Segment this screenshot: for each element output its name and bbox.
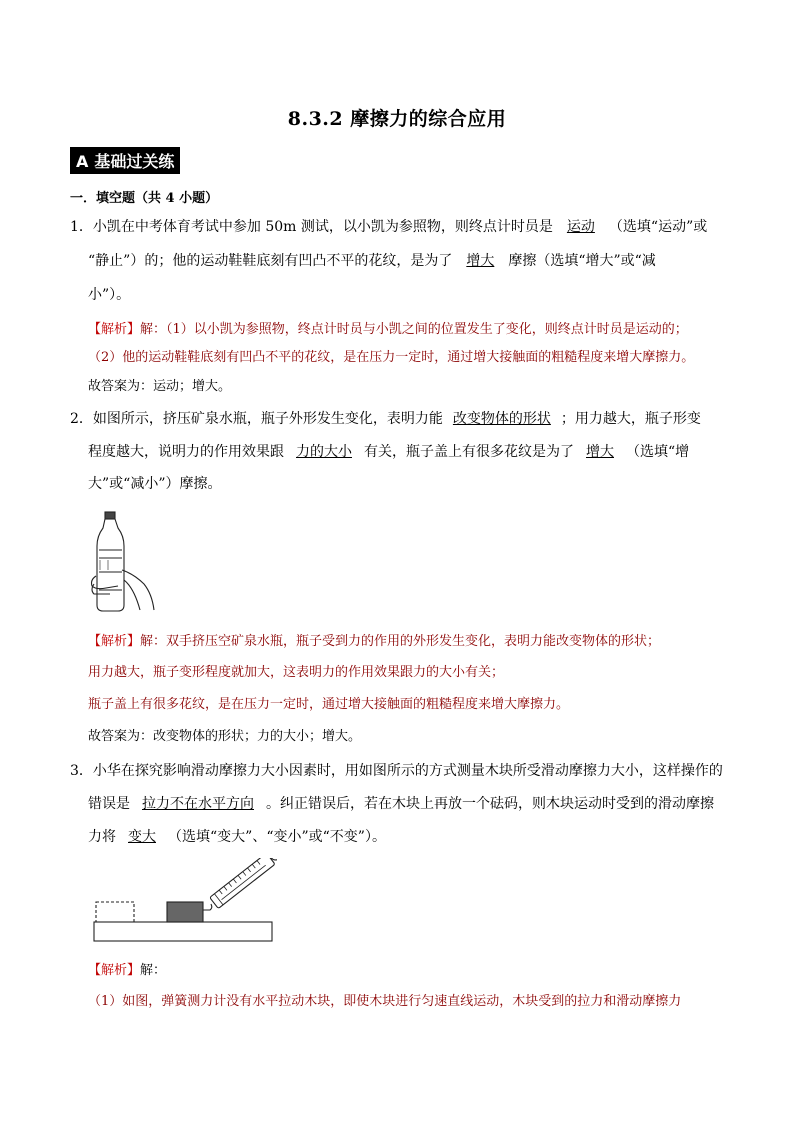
page-title: 8.3.2 摩擦力的综合应用: [287, 108, 507, 130]
q2-answer-1: 改变物体的形状: [452, 411, 551, 427]
q2-line-3: 大”或“减小”）摩擦。: [88, 476, 222, 492]
q3-line-3: 力将 变大 （选填“变大”、“变小”或“不变”）。: [88, 829, 386, 845]
q1-line-1: 1．小凯在中考体育考试中参加 50m 测试，以小凯为参照物，则终点计时员是 运动 （选填“运动”或: [70, 219, 708, 235]
q3-analysis-1: （1）如图，弹簧测力计没有水平拉动木块，即使木块进行匀速直线运动，木块受到的拉力和滑动摩擦力: [88, 994, 682, 1009]
q3-answer-1: 拉力不在水平方向: [142, 796, 254, 812]
analysis-tag: 【解析】: [88, 963, 141, 978]
q2-answer-3: 增大: [586, 444, 614, 460]
q2-answer-line: 故答案为：改变物体的形状；力的大小；增大。: [88, 729, 362, 744]
q2-line-1: 2．如图所示，挤压矿泉水瓶，瓶子外形发生变化，表明力能 改变物体的形状 ；用力越大，瓶子形变: [70, 411, 701, 427]
q2-analysis-3: 瓶子盖上有很多花纹，是在压力一定时，通过增大接触面的粗糙程度来增大摩擦力。: [88, 697, 570, 712]
section-letter: A: [76, 152, 89, 171]
q3-line-1: 3．小华在探究影响滑动摩擦力大小因素时，用如图所示的方式测量木块所受滑动摩擦力大小，这样操作的: [70, 763, 723, 779]
q1-answer-2: 增大: [466, 253, 495, 269]
analysis-tag: 【解析】: [88, 322, 141, 337]
subheading: 一．填空题（共 4 小题）: [70, 191, 219, 206]
q1-line-3: 小”）。: [88, 287, 131, 303]
q2-answer-2: 力的大小: [296, 444, 352, 460]
bottle-hand-figure: [88, 510, 158, 614]
q2-line-2: 程度越大，说明力的作用效果跟 力的大小 有关，瓶子盖上有很多花纹是为了 增大 （选填“增: [88, 444, 690, 460]
analysis-tag: 【解析】: [88, 634, 141, 649]
q1-answer-line: 故答案为：运动；增大。: [88, 379, 232, 394]
q1-analysis-2: （2）他的运动鞋鞋底刻有凹凸不平的花纹，是在压力一定时，通过增大接触面的粗糙程度来增大摩擦力。: [88, 350, 695, 365]
q1-answer-1: 运动: [566, 219, 595, 235]
q3-line-2: 错误是 拉力不在水平方向 。纠正错误后，若在木块上再放一个砝码，则木块运动时受到的滑动摩擦: [88, 796, 714, 812]
q2-analysis-1: 【解析】解：双手挤压空矿泉水瓶，瓶子受到力的作用的外形发生变化，表明力能改变物体的形状；: [88, 634, 661, 649]
q1-analysis-1: 【解析】解：（1）以小凯为参照物，终点计时员与小凯之间的位置发生了变化，则终点计时员是运动的；: [88, 322, 688, 337]
q3-analysis-head: 【解析】解：: [88, 963, 167, 978]
q2-analysis-2: 用力越大，瓶子变形程度就加大，这表明力的作用效果跟力的大小有关；: [88, 665, 505, 680]
q1-line-2: “静止”）的；他的运动鞋鞋底刻有凹凸不平的花纹，是为了 增大 摩擦（选填“增大”或“减: [88, 253, 656, 269]
section-banner: [70, 147, 180, 174]
section-label: 基础过关练: [94, 152, 175, 171]
block-spring-scale-figure: [92, 858, 277, 944]
q3-answer-2: 变大: [128, 829, 156, 845]
